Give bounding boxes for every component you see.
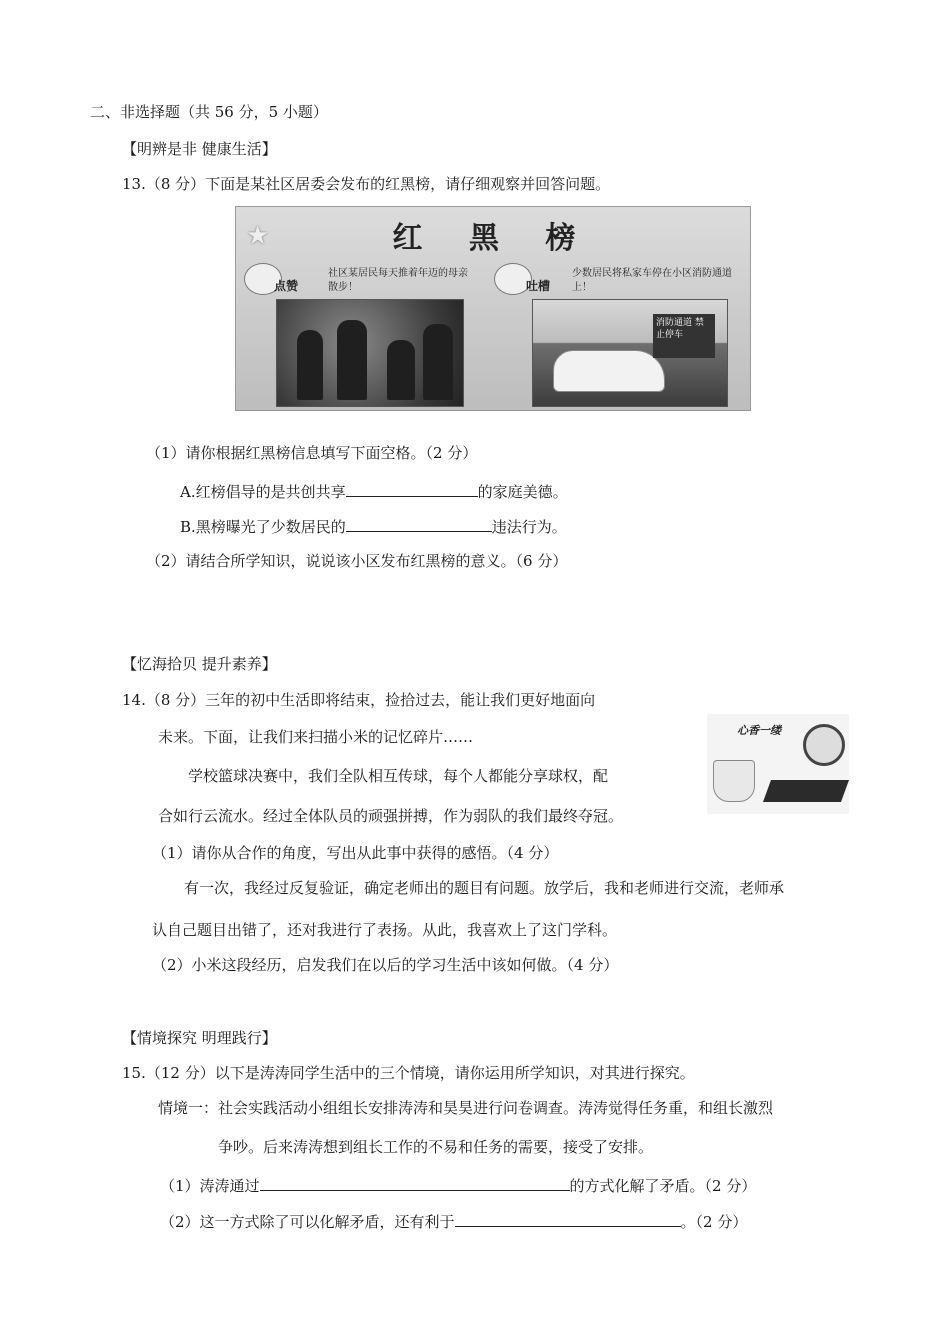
cup-icon (713, 760, 755, 802)
q13-stem: 13.（8 分）下面是某社区居委会发布的红黑榜，请仔细观察并回答问题。 (122, 175, 611, 193)
q15-sub2 (160, 1210, 747, 1232)
q15-sub1-blank[interactable] (260, 1174, 570, 1191)
q13-sub1b (180, 515, 567, 537)
q13-sub1b-pre: B.黑榜曝光了少数居民的 (180, 518, 346, 536)
car-icon (553, 350, 665, 392)
tea-clock-image (707, 714, 849, 814)
q15-topic: 【情境探究 明理践行】 (122, 1029, 277, 1047)
q15-sub1-pre: （1）涛涛通过 (160, 1177, 260, 1195)
q15-scene1-line1: 情境一：社会实践活动小组组长安排涛涛和昊昊进行问卷调查。涛涛觉得任务重，和组长激烈 (158, 1099, 774, 1117)
q15-sub2-blank[interactable] (455, 1210, 681, 1227)
q15-stem: 15.（12 分）以下是涛涛同学生活中的三个情境，请你运用所学知识，对其进行探究。 (122, 1064, 695, 1082)
board-title: 红 黑 榜 (392, 221, 594, 256)
star-icon: ★ (246, 221, 270, 251)
q15-scene1-line2: 争吵。后来涛涛想到组长工作的不易和任务的需要，接受了安排。 (218, 1138, 654, 1156)
q13-sub1: （1）请你根据红黑榜信息填写下面空格。（2 分） (146, 444, 478, 462)
q14-topic: 【忆海拾贝 提升素养】 (122, 655, 277, 673)
q14-para1-line1: 学校篮球决赛中，我们全队相互传球，每个人都能分享球权，配 (188, 767, 609, 785)
q14-para2-line2: 认自己题目出错了，还对我进行了表扬。从此，我喜欢上了这门学科。 (152, 921, 618, 939)
family-walk-photo (276, 299, 464, 407)
image-label: 心香一缕 (737, 724, 781, 737)
board-right-caption: 少数居民将私家车停在小区消防通道上！ (572, 268, 732, 293)
board-right-tag: 吐槽 (526, 279, 551, 293)
board-left-caption: 社区某居民每天推着年迈的母亲散步！ (328, 268, 468, 293)
board-left-tag: 点赞 (274, 279, 299, 293)
q13-sub1a-blank[interactable] (346, 480, 478, 497)
illegal-parking-photo (532, 299, 728, 407)
q13-topic: 【明辨是非 健康生活】 (122, 140, 277, 158)
q13-sub1a-post: 的家庭美德。 (477, 483, 568, 501)
q13-sub2: （2）请结合所学知识，说说该小区发布红黑榜的意义。（6 分） (146, 552, 568, 570)
q13-sub1a (180, 480, 568, 502)
q14-stem-line2: 未来。下面，让我们来扫描小米的记忆碎片…… (158, 728, 474, 746)
q15-sub1-post: 的方式化解了矛盾。（2 分） (569, 1177, 757, 1195)
q13-sub1a-pre: A.红榜倡导的是共创共享 (180, 483, 346, 501)
q14-para1-line2: 合如行云流水。经过全体队员的顽强拼搏，作为弱队的我们最终夺冠。 (158, 807, 624, 825)
q15-sub2-pre: （2）这一方式除了可以化解矛盾，还有利于 (160, 1213, 455, 1231)
q14-sub2: （2）小米这段经历，启发我们在以后的学习生活中该如何做。（4 分） (152, 956, 619, 974)
q13-sub1b-blank[interactable] (346, 515, 492, 532)
q13-sub1b-post: 违法行为。 (491, 518, 567, 536)
book-icon (763, 780, 849, 802)
section-heading: 二、非选择题（共 56 分，5 小题） (90, 103, 328, 121)
red-black-board-image (235, 206, 751, 411)
q14-para2-line1: 有一次，我经过反复验证，确定老师出的题目有问题。放学后，我和老师进行交流，老师承 (184, 879, 785, 897)
q14-stem-line1: 14.（8 分）三年的初中生活即将结束，捡拾过去，能让我们更好地面向 (122, 691, 596, 709)
q15-sub2-post: 。（2 分） (680, 1213, 748, 1231)
fire-lane-sign: 消防通道 禁止停车 (653, 314, 715, 358)
q15-sub1 (160, 1174, 756, 1196)
clock-icon (803, 724, 845, 766)
q14-sub1: （1）请你从合作的角度，写出从此事中获得的感悟。（4 分） (152, 844, 559, 862)
